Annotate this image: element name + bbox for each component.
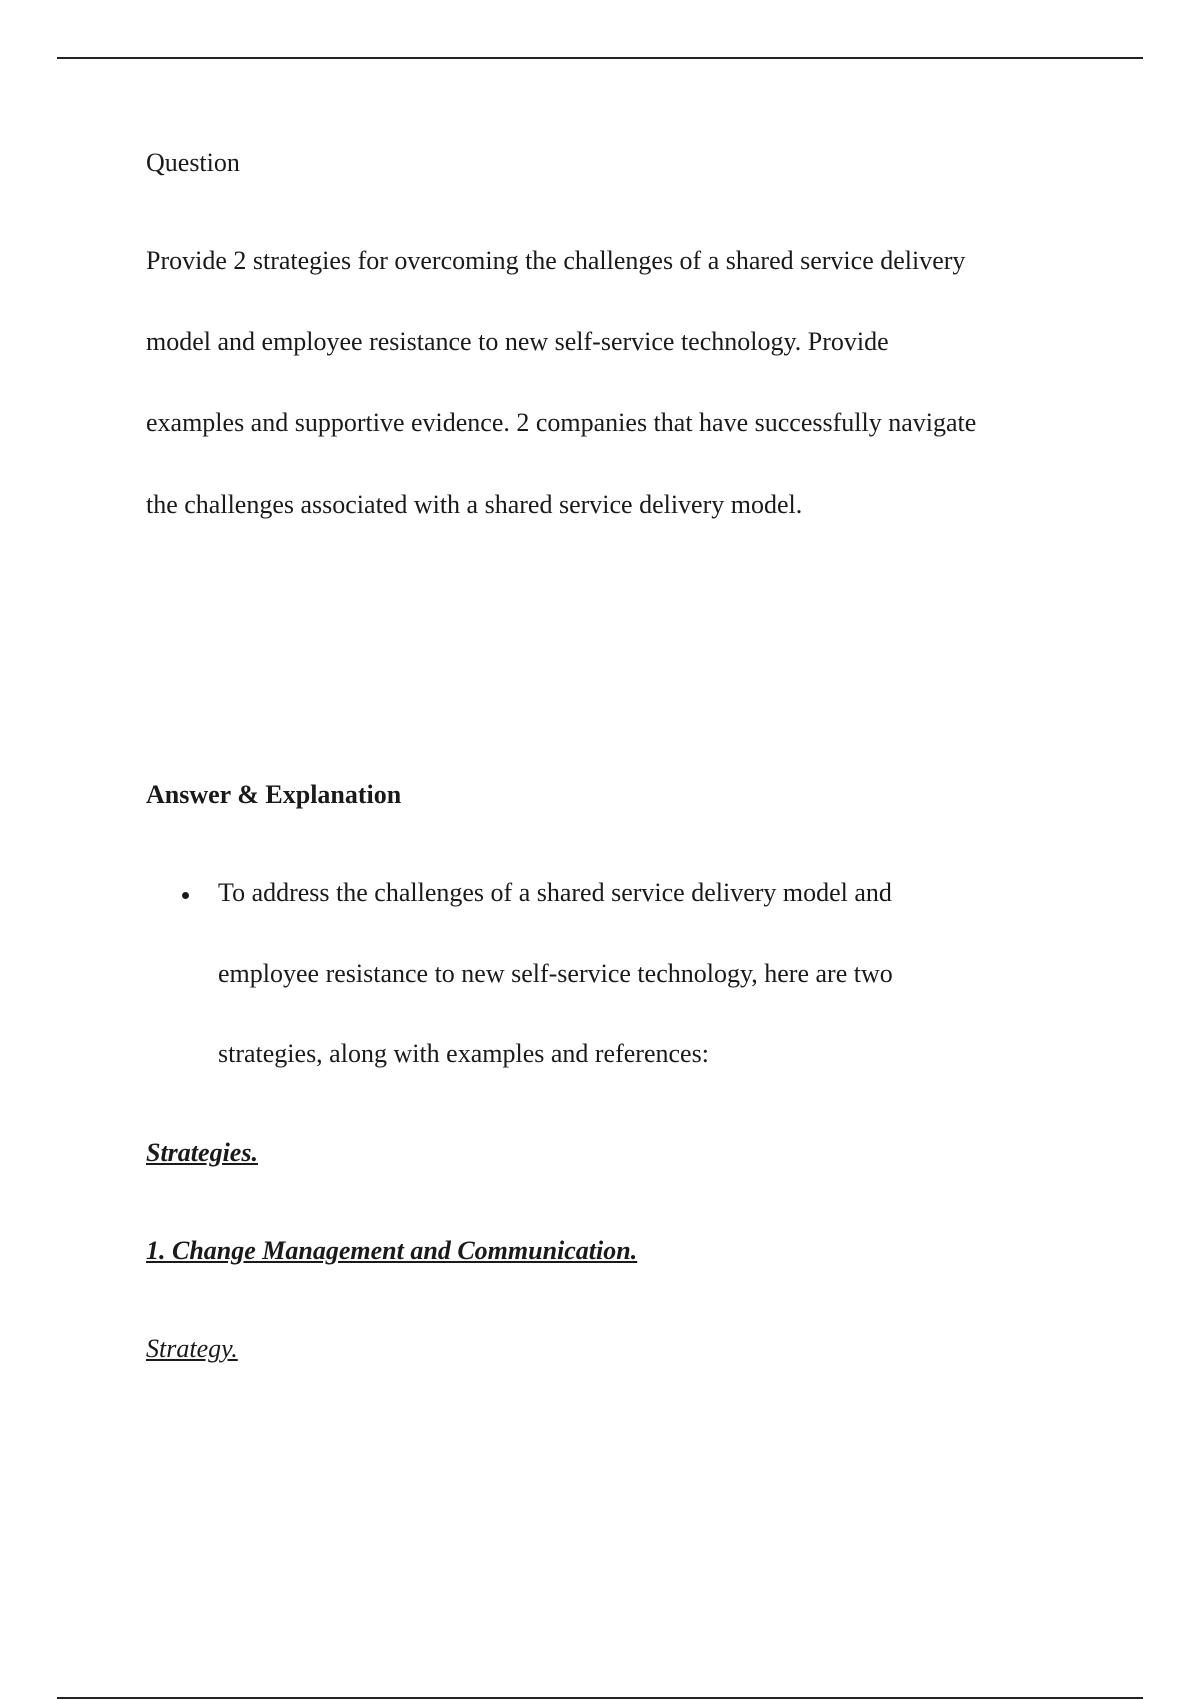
strategies-heading: Strategies. xyxy=(146,1138,258,1167)
section-1-heading: 1. Change Management and Communication. xyxy=(146,1236,638,1265)
bullet-line: strategies, along with examples and references: xyxy=(218,1039,709,1068)
question-label: Question xyxy=(146,148,240,177)
bottom-rule xyxy=(57,1697,1143,1699)
question-line: model and employee resistance to new self-service technology. Provide xyxy=(146,327,889,356)
question-line: examples and supportive evidence. 2 companies that have successfully navigate xyxy=(146,408,977,437)
bullet-line: To address the challenges of a shared service delivery model and xyxy=(218,878,892,907)
top-rule xyxy=(57,57,1143,59)
answer-heading: Answer & Explanation xyxy=(146,780,402,809)
strategy-subheading: Strategy. xyxy=(146,1334,238,1363)
question-line: the challenges associated with a shared service delivery model. xyxy=(146,490,803,519)
bullet-line: employee resistance to new self-service technology, here are two xyxy=(218,959,893,988)
question-line: Provide 2 strategies for overcoming the challenges of a shared service delivery xyxy=(146,246,966,275)
bullet-icon xyxy=(182,892,189,899)
